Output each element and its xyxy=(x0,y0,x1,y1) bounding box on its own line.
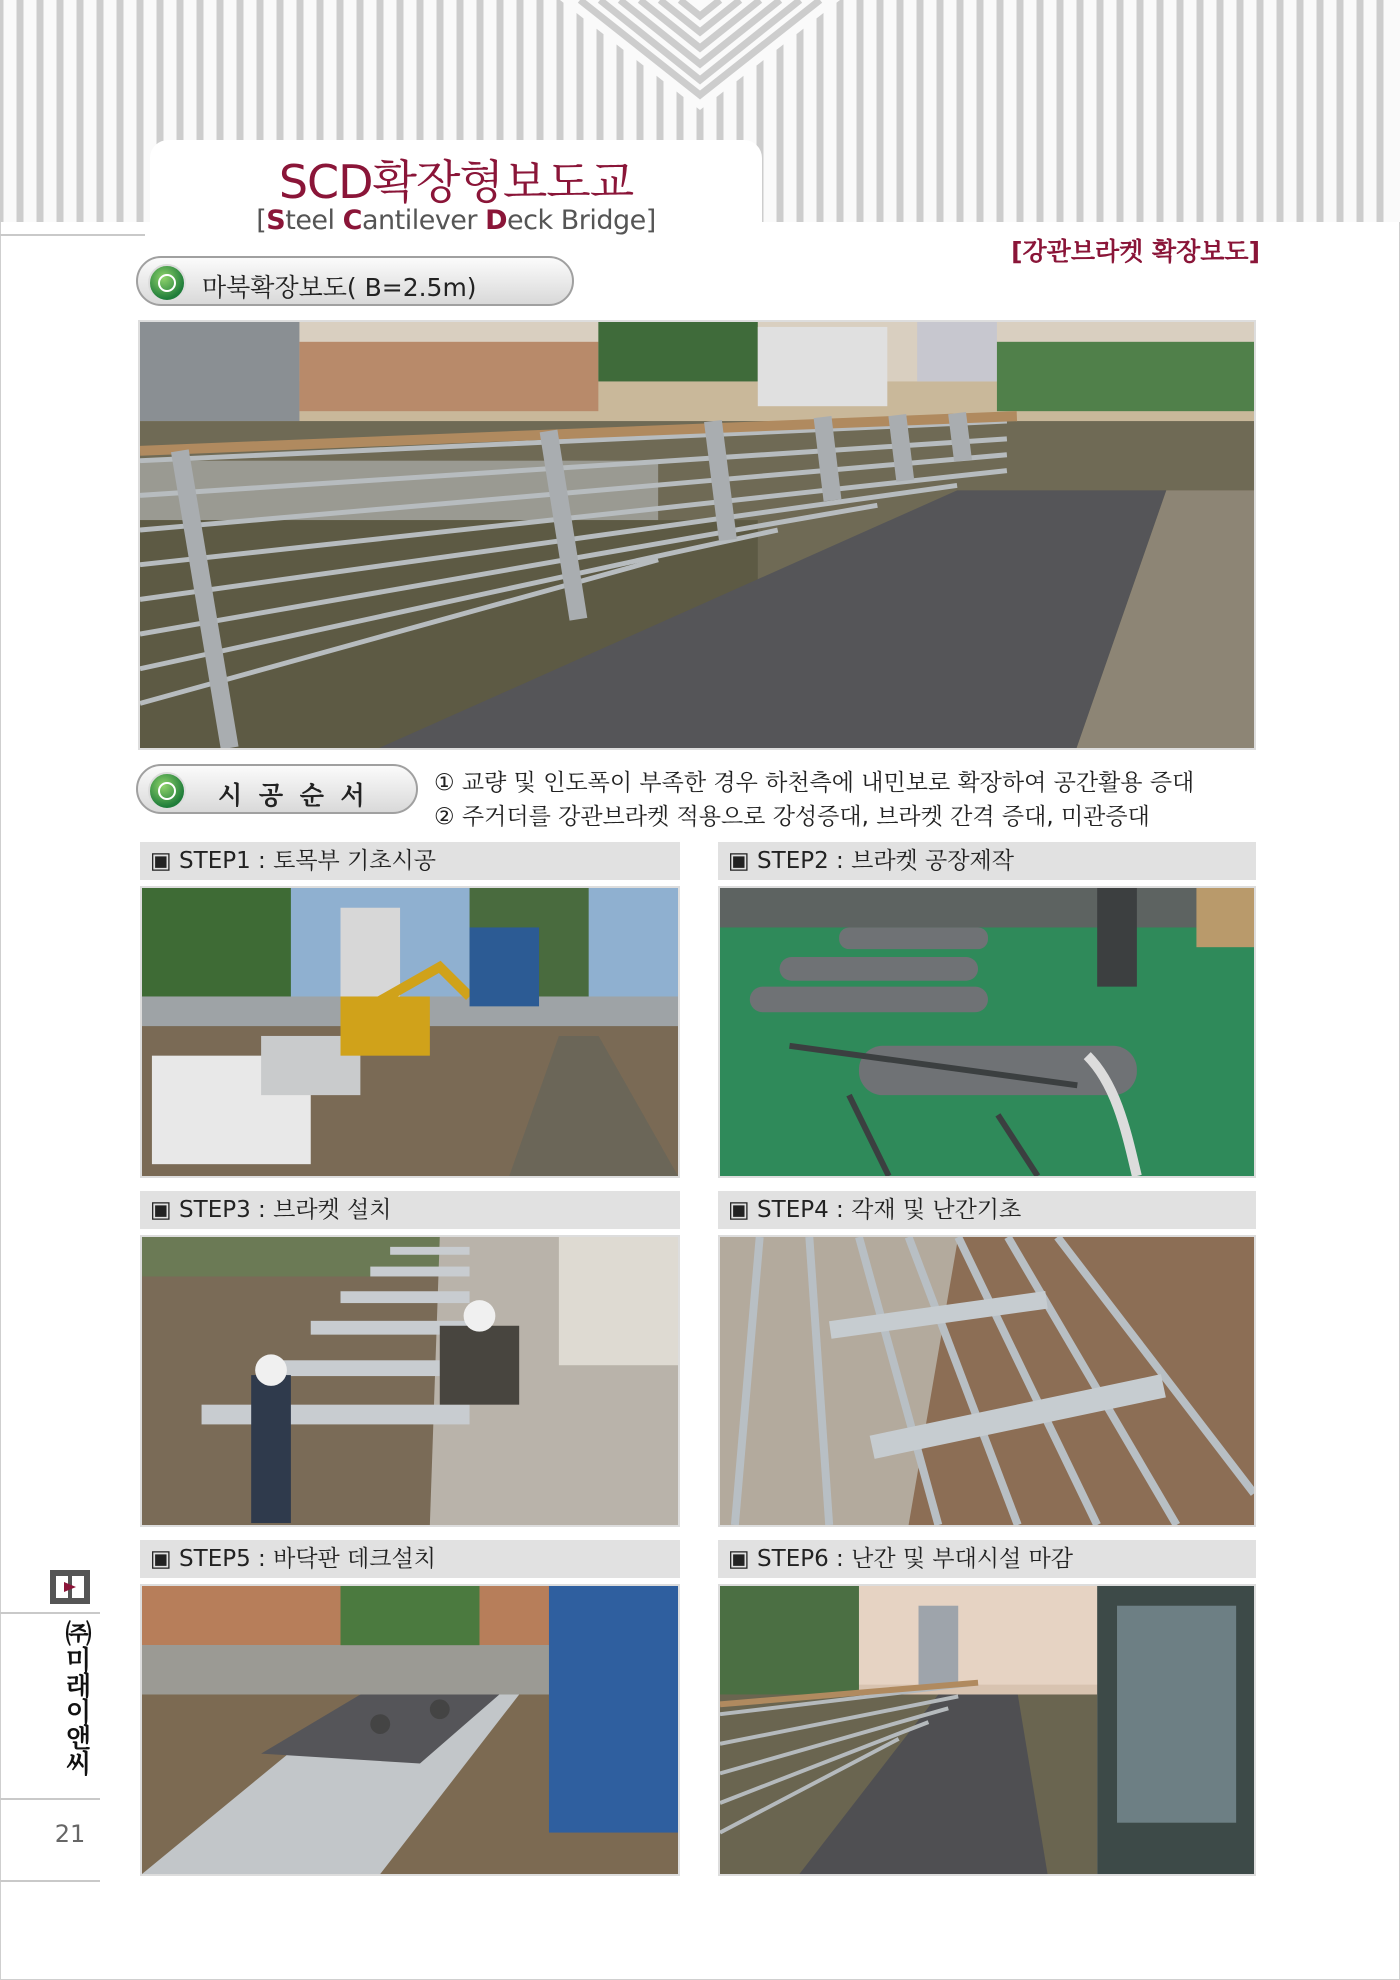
section-steps-label: 시 공 순 서 xyxy=(218,781,369,810)
description-line-2: ② 주거더를 강관브라켓 적용으로 강성증대, 브라켓 간격 증대, 미관증대 xyxy=(434,804,1150,830)
step2-photo xyxy=(718,886,1256,1178)
page-number: 21 xyxy=(54,1820,86,1848)
scd-logo-icon xyxy=(148,264,186,302)
step5-header: ▣ STEP5 : 바닥판 데크설치 xyxy=(140,1540,680,1578)
step1-photo xyxy=(140,886,680,1178)
company-name: ㈜미래이앤씨 xyxy=(61,1620,91,1776)
step6-header: ▣ STEP6 : 난간 및 부대시설 마감 xyxy=(718,1540,1256,1578)
category-tag: [강관브라켓 확장보도] xyxy=(1011,237,1260,266)
step3-header: ▣ STEP3 : 브라켓 설치 xyxy=(140,1191,680,1229)
page-subtitle: [Steel Cantilever Deck Bridge] xyxy=(256,205,656,236)
section-main-pill xyxy=(136,256,574,306)
section-main-label: 마북확장보도( B=2.5m) xyxy=(202,273,477,302)
step5-photo xyxy=(140,1584,680,1876)
header-divider xyxy=(0,234,145,236)
main-bridge-photo xyxy=(138,320,1256,750)
page-title: SCD확장형보도교 xyxy=(278,155,634,209)
step4-header: ▣ STEP4 : 각재 및 난간기초 xyxy=(718,1191,1256,1229)
sidebar-divider xyxy=(0,1612,100,1614)
step6-photo xyxy=(718,1584,1256,1876)
step4-photo xyxy=(718,1235,1256,1527)
step2-header: ▣ STEP2 : 브라켓 공장제작 xyxy=(718,842,1256,880)
section-steps-pill xyxy=(136,764,418,814)
sidebar-divider xyxy=(0,1798,100,1800)
description-line-1: ① 교량 및 인도폭이 부족한 경우 하천측에 내민보로 확장하여 공간활용 증대 xyxy=(434,770,1195,796)
sidebar-divider xyxy=(0,1880,100,1882)
scd-logo-icon xyxy=(148,772,186,810)
step3-photo xyxy=(140,1235,680,1527)
step1-header: ▣ STEP1 : 토목부 기초시공 xyxy=(140,842,680,880)
company-logo-icon xyxy=(50,1570,90,1604)
